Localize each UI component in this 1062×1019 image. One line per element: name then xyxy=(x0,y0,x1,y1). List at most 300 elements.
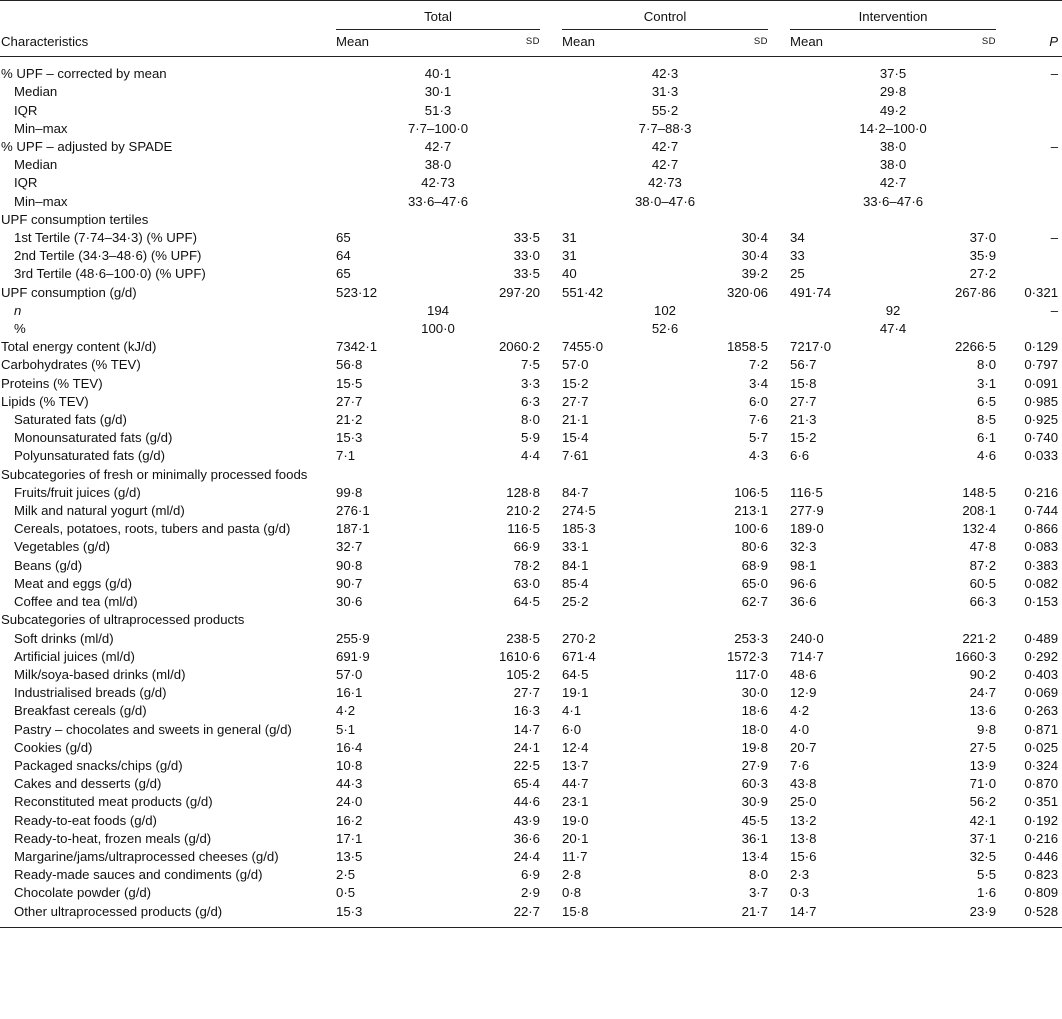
spacer-cell xyxy=(768,338,790,356)
intervention-sd: 13·6 xyxy=(969,703,997,719)
total-mean: 27·7 xyxy=(336,393,363,409)
row-label: Milk and natural yogurt (ml/d) xyxy=(14,503,185,519)
total-sd: 116·5 xyxy=(507,521,541,537)
intervention-sd: 13·9 xyxy=(969,757,997,773)
spacer-cell xyxy=(540,593,562,611)
row-label: % xyxy=(14,321,26,337)
intervention-sd: 3·1 xyxy=(976,375,997,391)
total-mean: 30·6 xyxy=(336,594,363,610)
intervention-sd: 6·5 xyxy=(976,393,997,409)
table-row xyxy=(0,356,1062,374)
row-label: Min–max xyxy=(14,120,68,136)
intervention-value: 49·2 xyxy=(879,102,907,118)
control-mean: 2·8 xyxy=(562,867,582,883)
control-sd: 19·8 xyxy=(741,739,769,755)
row-label: Milk/soya-based drinks (ml/d) xyxy=(14,666,186,682)
spacer-cell xyxy=(768,375,790,393)
control-mean: 15·4 xyxy=(562,430,589,446)
table-row xyxy=(0,721,1062,739)
row-label: Soft drinks (ml/d) xyxy=(14,630,114,646)
total-mean: 523·12 xyxy=(336,284,378,300)
control-sd: 6·0 xyxy=(748,393,769,409)
table-row xyxy=(0,903,1062,921)
spacer-cell xyxy=(768,320,790,338)
total-mean: 7·1 xyxy=(336,448,356,464)
intervention-sd: 2266·5 xyxy=(954,339,997,355)
spacer-cell xyxy=(540,793,562,811)
spacer-cell xyxy=(768,429,790,447)
spacer-cell xyxy=(768,265,790,283)
intervention-mean: 4·0 xyxy=(790,721,810,737)
total-sd: 210·2 xyxy=(506,503,541,519)
intervention-sd: 8·0 xyxy=(976,357,997,373)
spacer-cell xyxy=(768,102,790,120)
spacer-cell xyxy=(768,702,790,720)
control-sd-header: SD xyxy=(753,36,769,48)
total-sd: 7·5 xyxy=(520,357,541,373)
intervention-sd: 37·1 xyxy=(969,830,997,846)
control-sd: 13·4 xyxy=(741,848,769,864)
intervention-mean: 7217·0 xyxy=(790,339,832,355)
row-label: UPF consumption (g/d) xyxy=(1,284,137,300)
total-value: 40·1 xyxy=(424,66,452,82)
spacer-cell xyxy=(768,812,790,830)
intervention-sd: 90·2 xyxy=(969,666,997,682)
row-label: IQR xyxy=(14,102,38,118)
total-sd: 4·4 xyxy=(520,448,541,464)
section-heading-row xyxy=(0,211,1062,229)
total-sd: 297·20 xyxy=(498,284,541,300)
spacer-cell xyxy=(768,793,790,811)
characteristics-header: Characteristics xyxy=(1,34,89,50)
p-value: – xyxy=(1050,66,1059,82)
table-bottom-rule xyxy=(0,921,1062,928)
total-sd: 24·1 xyxy=(513,739,541,755)
total-sd: 64·5 xyxy=(513,594,541,610)
control-sd: 18·0 xyxy=(741,721,769,737)
row-label: Reconstituted meat products (g/d) xyxy=(14,794,213,810)
control-value: 38·0–47·6 xyxy=(634,193,696,209)
spacer-cell xyxy=(768,884,790,902)
intervention-mean: 36·6 xyxy=(790,594,817,610)
total-mean: 276·1 xyxy=(336,503,370,519)
spacer-cell xyxy=(540,866,562,884)
control-mean: 31 xyxy=(562,230,577,246)
p-value: 0·446 xyxy=(1024,848,1059,864)
p-value: 0·033 xyxy=(1024,448,1059,464)
spacer-cell xyxy=(540,575,562,593)
group-header-control: Control xyxy=(562,1,768,31)
control-sd: 1858·5 xyxy=(726,339,769,355)
control-sd: 45·5 xyxy=(741,812,769,828)
spacer-cell xyxy=(540,302,562,320)
spacer-cell xyxy=(540,193,562,211)
table-row xyxy=(0,666,1062,684)
spacer-cell xyxy=(540,702,562,720)
intervention-mean: 27·7 xyxy=(790,393,817,409)
total-mean: 2·5 xyxy=(336,867,356,883)
total-mean: 187·1 xyxy=(336,521,370,537)
control-mean: 84·1 xyxy=(562,557,589,573)
total-value: 38·0 xyxy=(424,157,452,173)
p-value: – xyxy=(1050,230,1059,246)
table-row xyxy=(0,193,1062,211)
row-label: Industrialised breads (g/d) xyxy=(14,685,167,701)
spacer-cell xyxy=(768,447,790,465)
spacer-cell xyxy=(768,775,790,793)
total-mean: 4·2 xyxy=(336,703,356,719)
intervention-value: 37·5 xyxy=(879,66,907,82)
intervention-value: 92 xyxy=(885,302,901,318)
control-mean: 31 xyxy=(562,248,577,264)
row-label: Subcategories of fresh or minimally processed foods xyxy=(1,466,308,482)
table-body xyxy=(0,57,1062,928)
control-sd: 1572·3 xyxy=(726,648,769,664)
intervention-sd: 1660·3 xyxy=(954,648,997,664)
control-mean: 0·8 xyxy=(562,885,582,901)
control-mean: 15·8 xyxy=(562,903,589,919)
intervention-mean: 43·8 xyxy=(790,776,817,792)
spacer-cell xyxy=(768,138,790,156)
row-label: % UPF – corrected by mean xyxy=(1,66,167,82)
spacer-cell xyxy=(540,102,562,120)
row-label xyxy=(0,848,336,866)
control-mean: 19·1 xyxy=(562,685,589,701)
intervention-sd-header: SD xyxy=(981,36,997,48)
row-label: Min–max xyxy=(14,193,68,209)
control-mean: 25·2 xyxy=(562,594,589,610)
control-value: 42·7 xyxy=(651,139,679,155)
table-row xyxy=(0,793,1062,811)
intervention-sd: 8·5 xyxy=(976,412,997,428)
control-mean: 85·4 xyxy=(562,575,589,591)
spacer-cell xyxy=(540,83,562,101)
spacer-cell xyxy=(540,502,562,520)
total-mean: 691·9 xyxy=(336,648,370,664)
p-value xyxy=(996,174,1062,192)
total-sd: 1610·6 xyxy=(498,648,541,664)
total-mean: 57·0 xyxy=(336,666,363,682)
spacer-cell xyxy=(768,174,790,192)
intervention-value: 42·7 xyxy=(879,175,907,191)
table-row xyxy=(0,702,1062,720)
control-sd: 253·3 xyxy=(734,630,769,646)
intervention-mean: 240·0 xyxy=(790,630,824,646)
table-row xyxy=(0,174,1062,192)
total-sd: 8·0 xyxy=(520,412,541,428)
total-value: 33·6–47·6 xyxy=(407,193,469,209)
row-label-text: Cereals, potatoes, roots, tubers and pasta (g/d) xyxy=(14,521,291,537)
control-sd: 106·5 xyxy=(734,484,769,500)
intervention-mean: 25 xyxy=(790,266,805,282)
spacer-cell xyxy=(540,229,562,247)
intervention-mean: 33 xyxy=(790,248,805,264)
total-sd: 105·2 xyxy=(506,666,541,682)
total-mean: 21·2 xyxy=(336,412,363,428)
p-value: 0·324 xyxy=(1024,757,1059,773)
total-mean: 15·3 xyxy=(336,903,363,919)
control-mean: 11·7 xyxy=(562,848,588,864)
spacer-cell xyxy=(540,429,562,447)
row-label: Proteins (% TEV) xyxy=(1,375,103,391)
spacer-cell xyxy=(768,830,790,848)
spacer-cell xyxy=(768,848,790,866)
p-value: 0·321 xyxy=(1024,284,1059,300)
control-sd: 320·06 xyxy=(726,284,769,300)
intervention-mean: 32·3 xyxy=(790,539,817,555)
intervention-value: 33·6–47·6 xyxy=(862,193,924,209)
row-label xyxy=(0,721,336,739)
row-label: 2nd Tertile (34·3–48·6) (% UPF) xyxy=(14,248,202,264)
intervention-sd: 27·5 xyxy=(969,739,997,755)
spacer-cell xyxy=(768,120,790,138)
row-label: n xyxy=(14,302,22,318)
table-row xyxy=(0,575,1062,593)
intervention-mean: 7·6 xyxy=(790,757,810,773)
spacer-cell xyxy=(540,812,562,830)
p-value xyxy=(996,102,1062,120)
total-sd: 238·5 xyxy=(506,630,541,646)
intervention-mean: 13·8 xyxy=(790,830,817,846)
p-value: 0·025 xyxy=(1024,739,1059,755)
control-sd: 60·3 xyxy=(741,776,769,792)
p-value: 0·263 xyxy=(1024,703,1059,719)
table-row xyxy=(0,265,1062,283)
intervention-mean: 98·1 xyxy=(790,557,817,573)
p-value: 0·216 xyxy=(1024,484,1059,500)
row-label xyxy=(0,520,336,538)
header-group-row xyxy=(0,1,1062,31)
control-mean: 84·7 xyxy=(562,484,589,500)
p-value: 0·823 xyxy=(1024,867,1059,883)
p-value: 0·403 xyxy=(1024,666,1059,682)
intervention-sd: 6·1 xyxy=(976,430,997,446)
total-sd: 78·2 xyxy=(513,557,541,573)
spacer-cell xyxy=(540,65,562,83)
control-mean: 185·3 xyxy=(562,521,596,537)
spacer-cell xyxy=(768,411,790,429)
total-mean: 7342·1 xyxy=(336,339,378,355)
control-mean: 7455·0 xyxy=(562,339,604,355)
control-mean: 671·4 xyxy=(562,648,596,664)
table-row xyxy=(0,866,1062,884)
total-sd: 14·7 xyxy=(513,721,541,737)
control-mean: 270·2 xyxy=(562,630,596,646)
spacer-cell xyxy=(768,538,790,556)
spacer-cell xyxy=(540,320,562,338)
intervention-mean: 491·74 xyxy=(790,284,832,300)
total-mean: 64 xyxy=(336,248,351,264)
spacer-cell xyxy=(540,338,562,356)
spacer-cell xyxy=(768,156,790,174)
p-value: 0·091 xyxy=(1024,375,1059,391)
p-value-header: P xyxy=(1049,34,1059,50)
row-label: Subcategories of ultraprocessed products xyxy=(1,612,245,628)
total-sd: 16·3 xyxy=(513,703,541,719)
spacer-cell xyxy=(768,684,790,702)
intervention-sd: 1·6 xyxy=(976,885,997,901)
spacer-cell xyxy=(540,630,562,648)
table-row xyxy=(0,429,1062,447)
control-sd: 30·4 xyxy=(741,230,769,246)
row-label: Other ultraprocessed products (g/d) xyxy=(14,903,223,919)
row-label: IQR xyxy=(14,175,38,191)
spacer-cell xyxy=(540,848,562,866)
control-mean: 27·7 xyxy=(562,393,589,409)
spacer-cell xyxy=(540,375,562,393)
total-mean: 90·7 xyxy=(336,575,363,591)
control-mean: 57·0 xyxy=(562,357,589,373)
total-sd: 43·9 xyxy=(513,812,541,828)
spacer-cell xyxy=(540,411,562,429)
total-sd: 24·4 xyxy=(513,848,541,864)
intervention-mean: 56·7 xyxy=(790,357,817,373)
control-sd: 30·9 xyxy=(741,794,769,810)
total-sd: 3·3 xyxy=(520,375,541,391)
row-label: Breakfast cereals (g/d) xyxy=(14,703,147,719)
control-sd: 80·6 xyxy=(741,539,769,555)
row-label: Ready-to-eat foods (g/d) xyxy=(14,812,157,828)
total-sd: 33·5 xyxy=(513,266,541,282)
control-value: 52·6 xyxy=(651,321,679,337)
control-mean: 7·61 xyxy=(562,448,589,464)
total-value: 51·3 xyxy=(424,102,452,118)
spacer-cell xyxy=(768,65,790,83)
spacer-cell xyxy=(540,156,562,174)
total-mean: 65 xyxy=(336,230,351,246)
table-row xyxy=(0,775,1062,793)
spacer-cell xyxy=(540,447,562,465)
intervention-mean: 20·7 xyxy=(790,739,817,755)
intervention-mean: 12·9 xyxy=(790,685,817,701)
spacer-cell xyxy=(540,538,562,556)
total-sd: 22·7 xyxy=(513,903,541,919)
table-row xyxy=(0,65,1062,83)
empty-cell xyxy=(336,211,1062,229)
intervention-sd: 148·5 xyxy=(962,484,997,500)
intervention-sd: 208·1 xyxy=(962,503,997,519)
p-value: 0·871 xyxy=(1024,721,1059,737)
table-row xyxy=(0,229,1062,247)
p-value: 0·083 xyxy=(1024,539,1059,555)
intervention-mean: 14·7 xyxy=(790,903,817,919)
intervention-sd: 47·8 xyxy=(969,539,997,555)
intervention-value: 29·8 xyxy=(879,84,907,100)
spacer-cell xyxy=(768,575,790,593)
spacer-cell xyxy=(540,174,562,192)
intervention-sd: 4·6 xyxy=(976,448,997,464)
control-mean: 12·4 xyxy=(562,739,589,755)
intervention-sd: 56·2 xyxy=(969,794,997,810)
spacer-cell xyxy=(540,265,562,283)
total-sd: 63·0 xyxy=(513,575,541,591)
row-label: Lipids (% TEV) xyxy=(1,393,89,409)
intervention-mean: 34 xyxy=(790,230,805,246)
spacer-cell xyxy=(540,757,562,775)
total-mean: 56·8 xyxy=(336,357,363,373)
intervention-sd: 9·8 xyxy=(976,721,997,737)
intervention-sd: 66·3 xyxy=(969,594,997,610)
row-label: Beans (g/d) xyxy=(14,557,83,573)
p-value: 0·292 xyxy=(1024,648,1059,664)
control-sd: 4·3 xyxy=(748,448,769,464)
intervention-value: 14·2–100·0 xyxy=(859,120,927,136)
control-sd: 213·1 xyxy=(734,503,769,519)
intervention-mean: 96·6 xyxy=(790,575,817,591)
row-label: Meat and eggs (g/d) xyxy=(14,575,133,591)
intervention-value: 47·4 xyxy=(879,321,907,337)
spacer-cell xyxy=(768,247,790,265)
group-header-total: Total xyxy=(336,1,540,31)
total-mean: 24·0 xyxy=(336,794,363,810)
p-value: 0·528 xyxy=(1024,903,1059,919)
row-label: Packaged snacks/chips (g/d) xyxy=(14,757,183,773)
total-sd: 2·9 xyxy=(520,885,541,901)
row-label: Coffee and tea (ml/d) xyxy=(14,594,138,610)
control-sd: 100·6 xyxy=(734,521,769,537)
intervention-sd: 35·9 xyxy=(969,248,997,264)
table-row xyxy=(0,593,1062,611)
intervention-sd: 221·2 xyxy=(962,630,997,646)
control-value: 55·2 xyxy=(651,102,679,118)
p-value xyxy=(996,265,1062,283)
control-value: 102 xyxy=(654,302,677,318)
p-value xyxy=(996,247,1062,265)
total-mean: 15·3 xyxy=(336,430,363,446)
total-value: 7·7–100·0 xyxy=(407,120,469,136)
total-mean: 90·8 xyxy=(336,557,363,573)
table-row xyxy=(0,320,1062,338)
control-sd: 3·7 xyxy=(748,885,769,901)
spacer-cell xyxy=(540,884,562,902)
total-mean: 13·5 xyxy=(336,848,363,864)
p-value: 0·069 xyxy=(1024,685,1059,701)
spacer-cell xyxy=(768,83,790,101)
spacer-cell xyxy=(768,229,790,247)
total-mean: 16·4 xyxy=(336,739,363,755)
spacer-cell xyxy=(540,138,562,156)
p-value: 0·985 xyxy=(1024,393,1059,409)
p-value: 0·740 xyxy=(1024,430,1059,446)
control-mean: 15·2 xyxy=(562,375,589,391)
intervention-sd: 87·2 xyxy=(969,557,997,573)
control-sd: 7·6 xyxy=(748,412,769,428)
spacer-cell xyxy=(768,903,790,921)
control-value: 42·73 xyxy=(648,175,682,191)
total-mean: 17·1 xyxy=(336,830,363,846)
intervention-sd: 32·5 xyxy=(969,848,997,864)
table-row xyxy=(0,630,1062,648)
total-sd: 66·9 xyxy=(513,539,541,555)
control-value: 42·7 xyxy=(651,157,679,173)
control-mean: 64·5 xyxy=(562,666,589,682)
spacer-cell xyxy=(768,302,790,320)
spacer-cell xyxy=(540,684,562,702)
control-sd: 8·0 xyxy=(748,867,769,883)
spacer-cell xyxy=(540,356,562,374)
spacer-cell xyxy=(540,120,562,138)
intervention-sd: 132·4 xyxy=(962,521,997,537)
table-row xyxy=(0,102,1062,120)
control-mean: 20·1 xyxy=(562,830,589,846)
p-value: 0·216 xyxy=(1024,830,1059,846)
intervention-mean: 13·2 xyxy=(790,812,817,828)
control-sd: 5·7 xyxy=(748,430,769,446)
intervention-value: 38·0 xyxy=(879,139,907,155)
total-value: 100·0 xyxy=(421,321,455,337)
intervention-mean: 189·0 xyxy=(790,521,824,537)
total-value: 42·73 xyxy=(421,175,455,191)
